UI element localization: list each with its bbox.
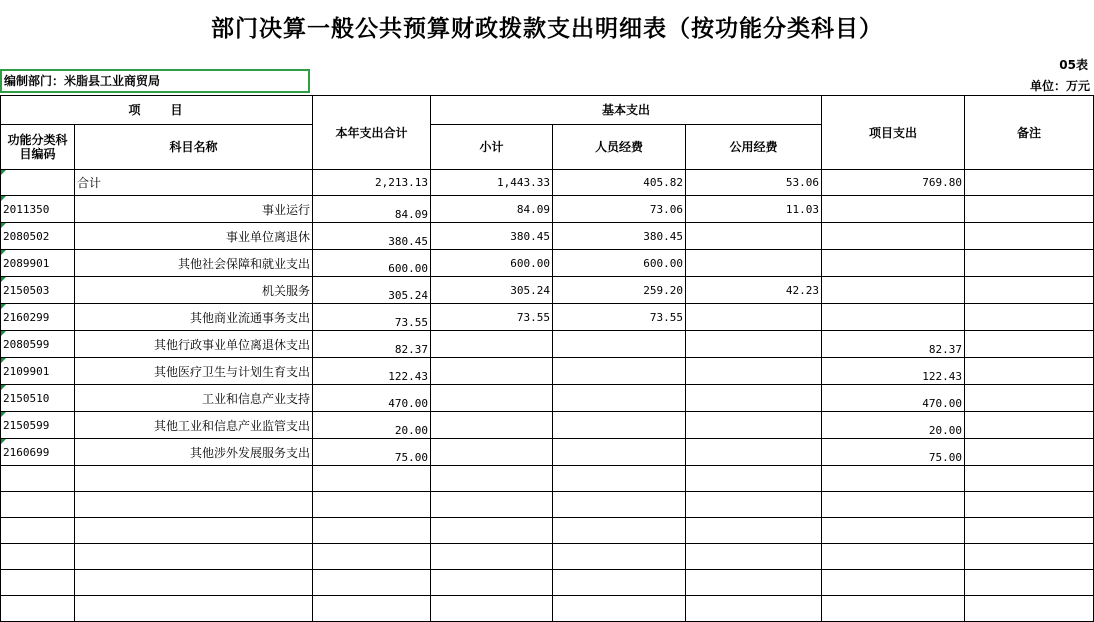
empty-row bbox=[1, 518, 1094, 544]
row-project[interactable] bbox=[822, 250, 965, 277]
empty-cell[interactable] bbox=[822, 518, 965, 544]
row-remark[interactable] bbox=[965, 250, 1094, 277]
row-subtotal[interactable] bbox=[431, 412, 553, 439]
empty-cell[interactable] bbox=[313, 570, 431, 596]
empty-cell[interactable] bbox=[965, 518, 1094, 544]
row-remark[interactable] bbox=[965, 196, 1094, 223]
total-row bbox=[1, 170, 1094, 196]
row-total[interactable]: 75.00 bbox=[313, 439, 431, 466]
empty-cell[interactable] bbox=[686, 570, 822, 596]
total-project[interactable]: 769.80 bbox=[822, 170, 965, 196]
empty-cell[interactable] bbox=[75, 492, 313, 518]
empty-cell[interactable] bbox=[1, 492, 75, 518]
row-name[interactable]: 其他商业流通事务支出 bbox=[75, 304, 313, 331]
table-row bbox=[1, 331, 1094, 358]
empty-cell[interactable] bbox=[313, 492, 431, 518]
total-public[interactable]: 53.06 bbox=[686, 170, 822, 196]
row-public[interactable]: 11.03 bbox=[686, 196, 822, 223]
empty-row bbox=[1, 466, 1094, 492]
empty-cell[interactable] bbox=[553, 518, 686, 544]
row-public[interactable] bbox=[686, 304, 822, 331]
row-public[interactable] bbox=[686, 358, 822, 385]
row-code[interactable]: 2109901 bbox=[1, 358, 75, 385]
row-code[interactable]: 2080599 bbox=[1, 331, 75, 358]
table-row bbox=[1, 277, 1094, 304]
row-remark[interactable] bbox=[965, 304, 1094, 331]
row-total[interactable]: 82.37 bbox=[313, 331, 431, 358]
row-public[interactable] bbox=[686, 223, 822, 250]
total-label[interactable]: 合计 bbox=[75, 170, 313, 196]
table-row bbox=[1, 250, 1094, 277]
row-personnel[interactable] bbox=[553, 412, 686, 439]
row-remark[interactable] bbox=[965, 277, 1094, 304]
empty-row bbox=[1, 492, 1094, 518]
row-public[interactable] bbox=[686, 331, 822, 358]
empty-cell[interactable] bbox=[313, 596, 431, 622]
expenditure-table bbox=[0, 95, 1094, 622]
empty-cell[interactable] bbox=[965, 492, 1094, 518]
row-project[interactable]: 470.00 bbox=[822, 385, 965, 412]
empty-cell[interactable] bbox=[686, 492, 822, 518]
row-remark[interactable] bbox=[965, 412, 1094, 439]
row-name[interactable]: 事业单位离退休 bbox=[75, 223, 313, 250]
header-personnel: 人员经费 bbox=[553, 125, 686, 170]
row-name[interactable]: 其他行政事业单位离退休支出 bbox=[75, 331, 313, 358]
table-row bbox=[1, 385, 1094, 412]
empty-cell[interactable] bbox=[431, 596, 553, 622]
row-personnel[interactable]: 600.00 bbox=[553, 250, 686, 277]
empty-cell[interactable] bbox=[553, 544, 686, 570]
row-public[interactable] bbox=[686, 439, 822, 466]
header-code: 功能分类科目编码 bbox=[1, 125, 75, 170]
row-project[interactable] bbox=[822, 277, 965, 304]
header-name: 科目名称 bbox=[75, 125, 313, 170]
empty-cell[interactable] bbox=[1, 466, 75, 492]
row-personnel[interactable] bbox=[553, 385, 686, 412]
header-subtotal: 小计 bbox=[431, 125, 553, 170]
row-personnel[interactable]: 73.06 bbox=[553, 196, 686, 223]
empty-cell[interactable] bbox=[1, 544, 75, 570]
row-subtotal[interactable]: 600.00 bbox=[431, 250, 553, 277]
row-total[interactable]: 73.55 bbox=[313, 304, 431, 331]
empty-cell[interactable] bbox=[553, 596, 686, 622]
header-total: 本年支出合计 bbox=[313, 96, 431, 170]
row-total[interactable]: 305.24 bbox=[313, 277, 431, 304]
empty-row bbox=[1, 570, 1094, 596]
row-total[interactable]: 470.00 bbox=[313, 385, 431, 412]
row-public[interactable] bbox=[686, 412, 822, 439]
row-name[interactable]: 其他医疗卫生与计划生育支出 bbox=[75, 358, 313, 385]
empty-cell[interactable] bbox=[553, 466, 686, 492]
header-basic: 基本支出 bbox=[431, 96, 822, 125]
header-project-expense: 项目支出 bbox=[822, 96, 965, 170]
table-row bbox=[1, 223, 1094, 250]
empty-cell[interactable] bbox=[965, 570, 1094, 596]
row-subtotal[interactable]: 73.55 bbox=[431, 304, 553, 331]
row-project[interactable]: 82.37 bbox=[822, 331, 965, 358]
empty-cell[interactable] bbox=[431, 466, 553, 492]
row-total[interactable]: 380.45 bbox=[313, 223, 431, 250]
row-subtotal[interactable]: 380.45 bbox=[431, 223, 553, 250]
empty-row bbox=[1, 596, 1094, 622]
row-code[interactable]: 2089901 bbox=[1, 250, 75, 277]
row-subtotal[interactable] bbox=[431, 385, 553, 412]
empty-cell[interactable] bbox=[965, 596, 1094, 622]
row-project[interactable] bbox=[822, 196, 965, 223]
row-code[interactable]: 2080502 bbox=[1, 223, 75, 250]
row-personnel[interactable]: 73.55 bbox=[553, 304, 686, 331]
row-code[interactable]: 2160699 bbox=[1, 439, 75, 466]
row-project[interactable] bbox=[822, 223, 965, 250]
row-project[interactable]: 75.00 bbox=[822, 439, 965, 466]
row-total[interactable]: 600.00 bbox=[313, 250, 431, 277]
empty-cell[interactable] bbox=[686, 518, 822, 544]
empty-cell[interactable] bbox=[822, 570, 965, 596]
row-subtotal[interactable] bbox=[431, 358, 553, 385]
empty-cell[interactable] bbox=[1, 518, 75, 544]
row-code[interactable]: 2160299 bbox=[1, 304, 75, 331]
page-title: 部门决算一般公共预算财政拨款支出明细表（按功能分类科目） bbox=[211, 15, 883, 42]
row-public[interactable] bbox=[686, 250, 822, 277]
total-remark[interactable] bbox=[965, 170, 1094, 196]
empty-cell[interactable] bbox=[313, 544, 431, 570]
table-row bbox=[1, 439, 1094, 466]
empty-cell[interactable] bbox=[431, 544, 553, 570]
row-subtotal[interactable] bbox=[431, 331, 553, 358]
empty-cell[interactable] bbox=[686, 544, 822, 570]
row-remark[interactable] bbox=[965, 223, 1094, 250]
empty-cell[interactable] bbox=[553, 570, 686, 596]
row-project[interactable] bbox=[822, 304, 965, 331]
row-remark[interactable] bbox=[965, 439, 1094, 466]
unit-label: 单位：万元 bbox=[1029, 79, 1090, 93]
row-personnel[interactable]: 259.20 bbox=[553, 277, 686, 304]
header-public: 公用经费 bbox=[686, 125, 822, 170]
empty-cell[interactable] bbox=[75, 466, 313, 492]
empty-cell[interactable] bbox=[822, 596, 965, 622]
row-name[interactable]: 其他社会保障和就业支出 bbox=[75, 250, 313, 277]
empty-cell[interactable] bbox=[313, 466, 431, 492]
empty-cell[interactable] bbox=[431, 570, 553, 596]
row-remark[interactable] bbox=[965, 331, 1094, 358]
row-subtotal[interactable]: 84.09 bbox=[431, 196, 553, 223]
row-code[interactable]: 2150503 bbox=[1, 277, 75, 304]
header-remark: 备注 bbox=[965, 96, 1094, 170]
empty-cell[interactable] bbox=[75, 596, 313, 622]
row-code[interactable]: 2150510 bbox=[1, 385, 75, 412]
table-number: 05表 bbox=[1059, 58, 1088, 72]
table-row bbox=[1, 304, 1094, 331]
row-subtotal[interactable] bbox=[431, 439, 553, 466]
total-code-cell[interactable] bbox=[1, 170, 75, 196]
row-name[interactable]: 事业运行 bbox=[75, 196, 313, 223]
row-project[interactable]: 20.00 bbox=[822, 412, 965, 439]
header-project: 项 目 bbox=[1, 96, 313, 125]
row-name[interactable]: 机关服务 bbox=[75, 277, 313, 304]
empty-cell[interactable] bbox=[75, 518, 313, 544]
total-subtotal[interactable]: 1,443.33 bbox=[431, 170, 553, 196]
row-total[interactable]: 20.00 bbox=[313, 412, 431, 439]
row-personnel[interactable] bbox=[553, 358, 686, 385]
empty-cell[interactable] bbox=[822, 544, 965, 570]
empty-cell[interactable] bbox=[822, 492, 965, 518]
row-code[interactable]: 2011350 bbox=[1, 196, 75, 223]
department-cell[interactable]: 编制部门：米脂县工业商贸局 bbox=[0, 69, 310, 93]
table-row bbox=[1, 412, 1094, 439]
row-public[interactable]: 42.23 bbox=[686, 277, 822, 304]
row-subtotal[interactable]: 305.24 bbox=[431, 277, 553, 304]
row-total[interactable]: 84.09 bbox=[313, 196, 431, 223]
row-personnel[interactable] bbox=[553, 331, 686, 358]
empty-cell[interactable] bbox=[431, 518, 553, 544]
empty-cell[interactable] bbox=[965, 466, 1094, 492]
empty-cell[interactable] bbox=[686, 466, 822, 492]
empty-cell[interactable] bbox=[822, 466, 965, 492]
empty-cell[interactable] bbox=[553, 492, 686, 518]
empty-cell[interactable] bbox=[431, 492, 553, 518]
row-name[interactable]: 工业和信息产业支持 bbox=[75, 385, 313, 412]
empty-cell[interactable] bbox=[965, 544, 1094, 570]
empty-row bbox=[1, 544, 1094, 570]
row-remark[interactable] bbox=[965, 358, 1094, 385]
row-personnel[interactable]: 380.45 bbox=[553, 223, 686, 250]
row-name[interactable]: 其他涉外发展服务支出 bbox=[75, 439, 313, 466]
empty-cell[interactable] bbox=[313, 518, 431, 544]
row-personnel[interactable] bbox=[553, 439, 686, 466]
table-row bbox=[1, 358, 1094, 385]
row-name[interactable]: 其他工业和信息产业监管支出 bbox=[75, 412, 313, 439]
total-total[interactable]: 2,213.13 bbox=[313, 170, 431, 196]
row-total[interactable]: 122.43 bbox=[313, 358, 431, 385]
empty-cell[interactable] bbox=[75, 544, 313, 570]
row-remark[interactable] bbox=[965, 385, 1094, 412]
empty-cell[interactable] bbox=[75, 570, 313, 596]
total-personnel[interactable]: 405.82 bbox=[553, 170, 686, 196]
empty-cell[interactable] bbox=[1, 570, 75, 596]
empty-cell[interactable] bbox=[1, 596, 75, 622]
table-row bbox=[1, 196, 1094, 223]
empty-cell[interactable] bbox=[686, 596, 822, 622]
row-code[interactable]: 2150599 bbox=[1, 412, 75, 439]
row-public[interactable] bbox=[686, 385, 822, 412]
row-project[interactable]: 122.43 bbox=[822, 358, 965, 385]
